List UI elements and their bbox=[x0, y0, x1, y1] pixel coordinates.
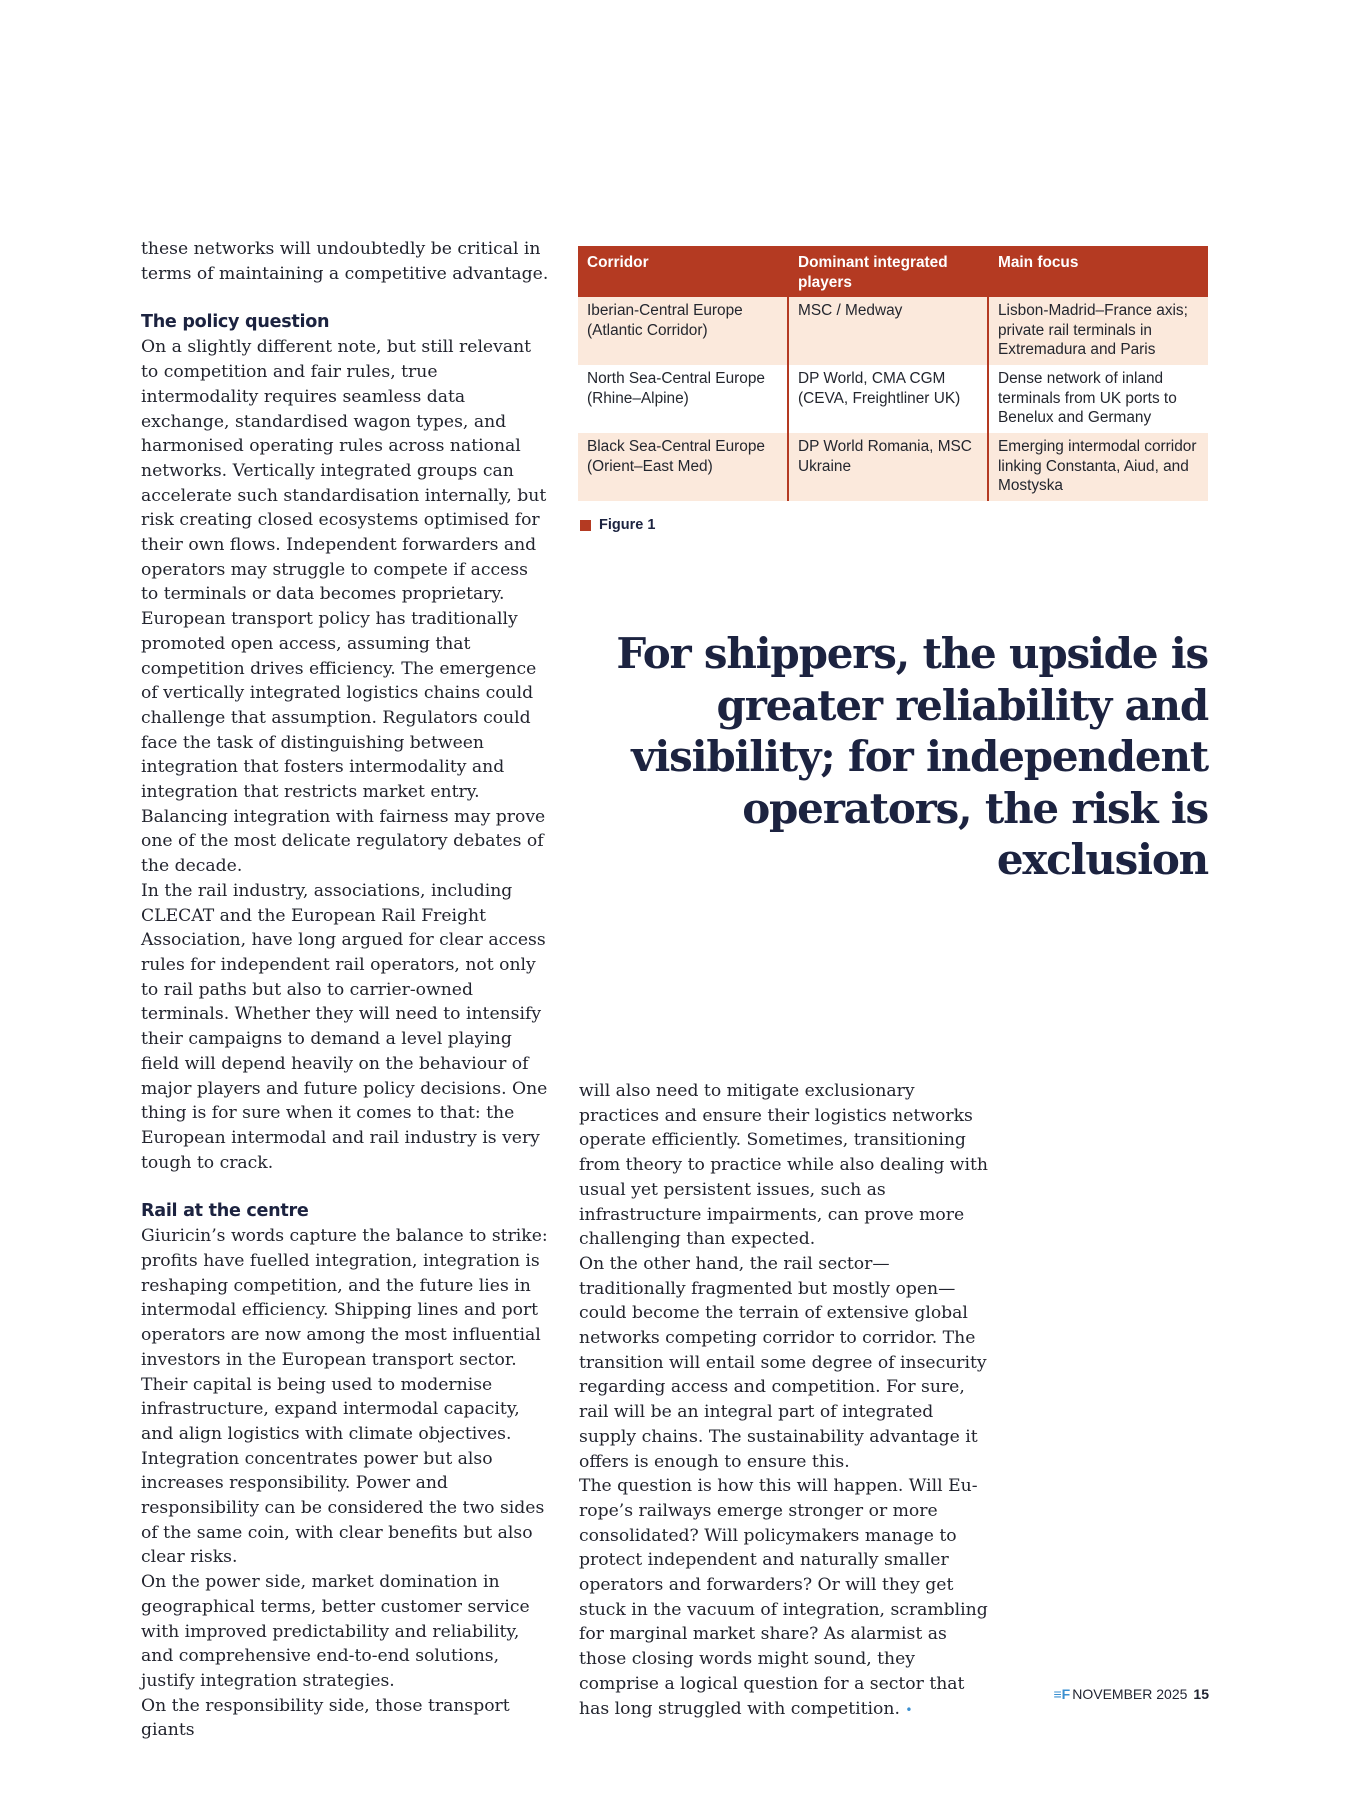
body-paragraph bbox=[579, 1474, 991, 1722]
body-paragraph: On the power side, market domination in geographical terms, better customer service with improved predictability and reliability, and comprehensive end-to-end solutions, justify integration strategies. bbox=[141, 1572, 530, 1691]
publication-logo-icon: ≡F bbox=[1053, 1686, 1071, 1702]
body-paragraph: European transport policy has traditionally promoted open access, assuming that competition drives efficiency. The emergence of vertically integrated logistics chains could challenge that assumption. Regulators could face the task of distinguishing between integration that fosters intermodality and integration that restricts market entry. Balancing integration with fairness may prove one of the most delicate regulatory debates of the decade. bbox=[141, 609, 546, 877]
column-header: Dominant integrated players bbox=[788, 246, 988, 297]
body-paragraph: will also need to mitigate exclusionary practices and ensure their logistics networks operate efficiently. Sometimes, transitioning from theory to practice while also dealing with usual yet persistent issues, such as infrastructure impairments, can prove more challenging than expected. bbox=[579, 1081, 988, 1250]
table-cell: Black Sea-Central Europe (Orient–East Med) bbox=[578, 433, 788, 501]
page-footer bbox=[1054, 1686, 1209, 1702]
corridor-table bbox=[578, 246, 1208, 501]
right-column bbox=[579, 1079, 991, 1722]
figure-caption bbox=[580, 517, 655, 533]
section-heading-policy: The policy question bbox=[141, 312, 330, 333]
table-cell: DP World Romania, MSC Ukraine bbox=[788, 433, 988, 501]
table-row bbox=[578, 433, 1208, 501]
table-cell: MSC / Medway bbox=[788, 297, 988, 365]
body-paragraph: Giuricin’s words capture the balance to strike: profits have fuelled integration, integration is reshaping competition, and the future lies in intermodal efficiency. Shipping lines and port operators are now among the most influential investors in the European transport sector. Their capital is being used to modernise infrastructure, expand intermodal capacity, and align logistics with climate objectives. bbox=[141, 1226, 548, 1444]
table-row bbox=[578, 365, 1208, 433]
table-cell: Dense network of inland terminals from UK ports to Benelux and Germany bbox=[988, 365, 1208, 433]
square-marker-icon bbox=[580, 520, 591, 531]
table-row bbox=[578, 297, 1208, 365]
table-cell: DP World, CMA CGM (CEVA, Freightliner UK) bbox=[788, 365, 988, 433]
intro-paragraph: these networks will undoubtedly be critical in terms of maintaining a competitive advantage. bbox=[141, 239, 549, 284]
table-cell: Emerging intermodal corridor linking Constanta, Aiud, and Mostyska bbox=[988, 433, 1208, 501]
table-cell: North Sea-Central Europe (Rhine–Alpine) bbox=[578, 365, 788, 433]
column-header: Main focus bbox=[988, 246, 1208, 297]
page-number: 15 bbox=[1193, 1686, 1209, 1702]
end-mark-icon: • bbox=[905, 1702, 913, 1717]
table-cell: Iberian-Central Europe (Atlantic Corridor) bbox=[578, 297, 788, 365]
body-paragraph: On a slightly different note, but still relevant to competition and fair rules, true intermodality requires seamless data exchange, standardised wagon types, and harmonised operating rules across national networks. Vertically integrated groups can accelerate such standardisation internally, but risk creating closed ecosystems optimised for their own flows. Independent forwarders and operators may struggle to compete if access to terminals or data becomes proprietary. bbox=[141, 337, 547, 605]
column-header: Corridor bbox=[578, 246, 788, 297]
issue-date: NOVEMBER 2025 bbox=[1072, 1686, 1188, 1702]
table-header-row bbox=[578, 246, 1208, 297]
body-paragraph: On the other hand, the rail sector—traditionally fragmented but mostly open—could become the terrain of extensive global networks competing corridor to corridor. The transition will entail some degree of insecurity regarding access and competition. For sure, rail will be an integral part of integrated supply chains. The sustainability advantage it offers is enough to ensure this. bbox=[579, 1253, 987, 1472]
section-heading-rail: Rail at the centre bbox=[141, 1201, 309, 1222]
pull-quote: For shippers, the upside is greater reliability and visibility; for independent operators, the risk is exclusion bbox=[616, 629, 1208, 884]
left-column bbox=[141, 237, 549, 1743]
closing-paragraph-text: The question is how this will happen. Will Europe’s railways emerge stronger or more consolidated? Will policymakers manage to protect independent and naturally smaller operators and forwarders? Or will they get stuck in the vacuum of integration, scrambling for marginal market share? As alarmist as those closing words might sound, they comprise a logical question for a sector that has long struggled with competition. bbox=[579, 1476, 988, 1719]
table-cell: Lisbon-Madrid–France axis; private rail terminals in Extremadura and Paris bbox=[988, 297, 1208, 365]
figure-label-text: Figure 1 bbox=[599, 517, 656, 533]
body-paragraph: Integration concentrates power but also increases responsibility. Power and responsibility can be considered the two sides of the same coin, with clear benefits but also clear risks. bbox=[141, 1448, 545, 1568]
body-paragraph: In the rail industry, associations, including CLECAT and the European Rail Freight Association, have long argued for clear access rules for independent rail operators, not only to rail paths but also to carrier-owned terminals. Whether they will need to intensify their campaigns to demand a level playing field will depend heavily on the behaviour of major players and future policy decisions. One thing is for sure when it comes to that: the European intermodal and rail industry is very tough to crack. bbox=[141, 880, 548, 1173]
body-paragraph: On the responsibility side, those transport giants bbox=[141, 1695, 510, 1741]
